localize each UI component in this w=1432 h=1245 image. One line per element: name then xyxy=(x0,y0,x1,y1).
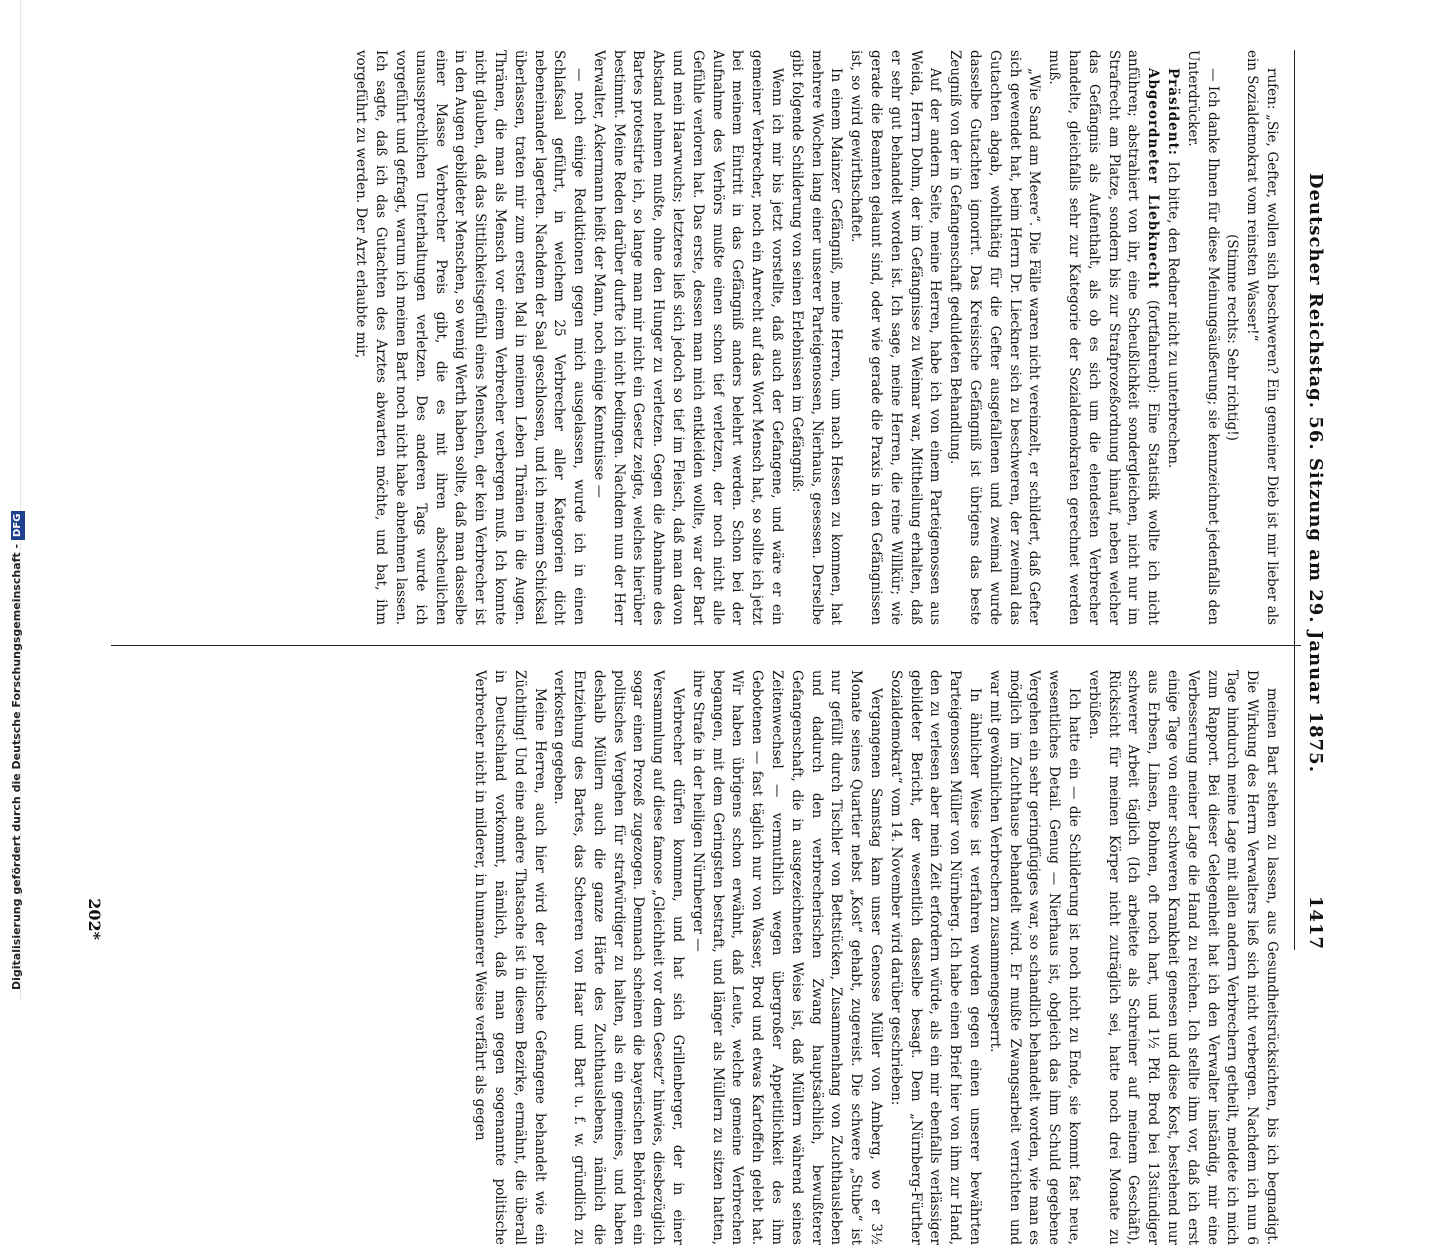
dfg-logo: DFG xyxy=(11,511,25,540)
paragraph: — noch einige Reduktionen gegen mich ausgelassen, wurde ich in einen Schlafsaal geführt, in welchem 25 Verbrecher aller Kategorien dicht nebeneinander lagerten. Nachdem der Saal geschlossen, und ich meinem Schicksal überlassen, traten mir zum ersten Mal in meinem Leben Thränen in die Augen. Thränen, die man als Mensch vor einem Verbrecher verbergen muß. Ich konnte nicht glauben, daß das Sittlichkeitsgefühl eines Menschen, der kein Verbrecher ist in den Augen gebildeter Menschen, so wenig Werth haben sollte, daß man dasselbe einer Masse Verbrecher Preis gibt, die es mit ihren abscheulichen unaussprechlichen Unterhaltungen verletzen. Des anderen Tags wurde ich vorgeführt und gefragt, warum ich meinen Bart noch nicht habe abnehmen lassen. Ich sagte, daß ich das Gutachten des Arztes abwarten möchte, und bat, ihm vorgeführt zu werden. Der Arzt erlaubte mir, xyxy=(353,50,588,625)
speaker-name: Präsident: xyxy=(1165,68,1182,162)
paragraph: rufen: „Sie, Gefter, wollen sich beschweren? Ein gemeiner Dieb ist mir lieber als ein Sozialdemokrat vom reinsten Wasser!“ xyxy=(1244,50,1280,625)
credit-label: Digitalisierung gefördert durch die Deutsche Forschungsgemeinschaft - xyxy=(10,543,23,990)
header-title: Deutscher Reichstag. 56. Sitzung am 29. Januar 1875. xyxy=(1305,172,1327,773)
digitization-credit xyxy=(0,0,21,1000)
speaker-text: (fortfahrend): Eine Statistik wollte ich nicht anführen; abstrahiert von ihr, eine Scheußlichkeit sondergleichen, nicht nur im Strafrecht am Platze, sondern bis zur Strafprozeßordnung hinauf, neben welcher das Gefängnis als Aufenthalt, als ob es sich um die elendesten Verbrecher handelte, gleichfalls sehr zur Kategorie der Sozialdemokraten gerechnet werden muß. xyxy=(1046,50,1162,625)
paragraph: Wenn ich mir bis jetzt vorstellte, daß auch der Gefangene, und wäre er ein gemeiner Verbrecher, noch ein Anrecht auf das Wort Mensch hat, so sollte ich jetzt bei meinem Eintritt in das Gefängniß anders belehrt werden. Schon bei der Aufnahme des Verhörs mußte einen schon tief verletzen, der noch nicht alle Gefühle verloren hat. Das erste, dessen man mich entkleiden wollte, war der Bart und mein Haarwuchs; letzteres ließ sich jedoch so tief im Fleisch, daß man davon Abstand nehmen mußte, ohne den Hunger zu verletzen. Gegen die Abnahme des Bartes protestirte ich, so lange man mir nicht ein Gesetz zeigte, welches hierüber bestimmt. Meine Reden darüber durfte ich nicht bedingen. Nachdem nun der Herr Verwalter, Ackermann heißt der Mann, noch einige Kenntnisse — xyxy=(590,50,786,625)
paragraph: Meine Herren, auch hier wird der politische Gefangene behandelt wie ein Züchtling! Und eine andere Thatsache ist in diesem Bezirke, ermähnt, die überall in Deutschland vorkommt, nämlich, daß man gegen sogenannte politische Verbrecher nicht in milderer, in humanerer Weise verfährt als gegen xyxy=(472,670,548,1245)
paragraph: Ich hatte ein — die Schilderung ist noch nicht zu Ende, sie kommt fast neue, wesentliches Detail. Genug — Nierhaus ist, obgleich das ihm Schuld gegebene Vergehen ein sehr geringfügiges war, so schandlich behandelt worden, wie man es möglich im Zuchthause behandelt wird. Er mußte Zwangsarbeit verrichten und war mit gewöhnlichen Verbrechern zusammengesperrt. xyxy=(986,670,1083,1245)
speaker-paragraph xyxy=(1043,50,1162,625)
paragraph: Auf der andern Seite, meine Herren, habe ich von einem Parteigenossen aus Weida, Herrn Dohm, der im Gefängnisse zu Weimar war, Mittheilung erhalten, daß er sehr gut behandelt worden ist. Ich sage, meine Herren, die reine Willkür; wie gerade die Beamten gelaunt sind, oder wie gerade die Praxis in den Gefängnissen ist, so wird gewirthschaftet. xyxy=(848,50,944,625)
speaker-paragraph xyxy=(1162,50,1182,625)
interjection: (Stimme rechts: Sehr richtig!) xyxy=(1224,234,1241,441)
paragraph: Vergangenen Samstag kam unser Genosse Müller von Amberg, wo er 3½ Monate seines Quartier nebst „Kost“ gehabt, zugereist. Die schwere „Stube“ ist nur gefüllt durch Tischler von Bettstücken, Zusammenhang von Zuchthausleben und dadurch den verbrecherischen Zwang hauptsächlich, bewußterer Gefangenschaft, die in ausgezeichneten Weise ist, daß Müllern während seines Zeitenwechsel — vermuthlich wegen übergroßer Appetitlichkeit des ihm Gebotenen — fast täglich nur von Wasser, Brod und etwas Kartoffeln gelebt hat. Wir haben übrigens schon erwähnt, daß Leute, welche gemeine Verbrechen begangen, mit dem Geringsten bestraft, und länger als Müllern zu sitzen hatten, ihre Strafe in der heiligen Nürnberger — xyxy=(689,670,885,1245)
page-number: 1417 xyxy=(1305,895,1327,950)
speaker-text: Ich bitte, den Redner nicht zu unterbrechen. xyxy=(1165,161,1182,469)
header-rule xyxy=(1294,50,1295,950)
speaker-name: Abgeordneter Liebknecht xyxy=(1145,68,1162,300)
footer-signature: 202* xyxy=(85,898,104,940)
paragraph: In ähnlicher Weise ist verfahren worden gegen einen unserer bewährten Parteigenossen Müller von Nürnberg. Ich habe einen Brief hier von ihm zur Hand, den zu verlesen aber mein Zeit erfordern würde, als ein mir ebenfalls verlässiger gebildeter Bericht, der wesentlich dasselbe besagt. Dem „Nürnberg-Fürther Sozialdemokrat“ vom 14. November wird darüber geschrieben: xyxy=(887,670,984,1245)
left-column xyxy=(121,50,1281,625)
column-divider xyxy=(111,645,1301,646)
paragraph: — Ich danke Ihnen für diese Meinungsäußerung; sie kennzeichnet jedenfalls den Unterdrücker. xyxy=(1184,50,1221,625)
paragraph: meinen Bart stehen zu lassen, aus Gesundheitsrücksichten, bis ich begnadigt. Die Wirkung des Herrn Verwalters ließ sich nicht verbergen. Nachdem ich nun 6 Tage hindurch meine Lage mit allen andern Verbrechern getheilt, meldete ich mich zum Rapport. Bei dieser Gelegenheit hat ich den Verwalter inständig, mir eine Verbesserung meiner Lage die Hand zu reichen. Ich stellte ihm vor, daß ich erst einige Tage von einer schweren Krankheit genesen und diese Kost, bestehend nur aus Erbsen, Linsen, Bohnen, oft noch hart, und 1½ Pfd. Brod bei 13stündiger schwerer Arbeit täglich (Ich arbeitete als Schreiner auf meinem Geschäft), Rücksicht für meinen Körper nicht zuträglich sei, hatte noch drei Monate zu verbüßen. xyxy=(1085,670,1280,1245)
paragraph: In einem Mainzer Gefängniß, meine Herren, um nach Hessen zu kommen, hat mehrere Wochen lang einer unserer Parteigenossen, Nierhaus, gesessen. Derselbe gibt folgende Schilderung von seinen Erlebnissen im Gefängniß: xyxy=(788,50,845,625)
page-header xyxy=(1299,50,1333,950)
paragraph: „Wie Sand am Meere“. Die Fälle waren nicht vereinzelt, er schildert, daß Gefter sich gewendet hat, beim Herrn Dr. Lieckner sich zu beschweren, der zweimal das Gutachten abgab, wohlthätig für die Gefter ausgefallenen und zweimal wurde dasselbe Gutachten ignorirt. Das Kreisische Gefängniß ist übrigens das beste Zeugniß von der in Gefangenschaft geduldeten Behandlung. xyxy=(947,50,1043,625)
paragraph: Verbrecher dürfen kommen, und hat sich Grillenberger, der in einer Versammlung auf diese famose „Gleichheit vor dem Gesetz“ hinwies, diesbezüglich sogar einen Prozeß zugezogen. Demnach scheinen die bayerischen Behörden ein politisches Vergehen für strafwürdiger zu halten, als ein gemeines, und haben deshalb Müllern auch die ganze Härte des Zuchthauslebens, nämlich die Entziehung des Bartes, das Scheeren von Haar und Bart u. f. w. gründlich zu verkosten gegeben. xyxy=(551,670,687,1245)
scanned-page xyxy=(71,20,1361,1245)
credit-text xyxy=(10,511,25,990)
right-column xyxy=(121,670,1281,1245)
